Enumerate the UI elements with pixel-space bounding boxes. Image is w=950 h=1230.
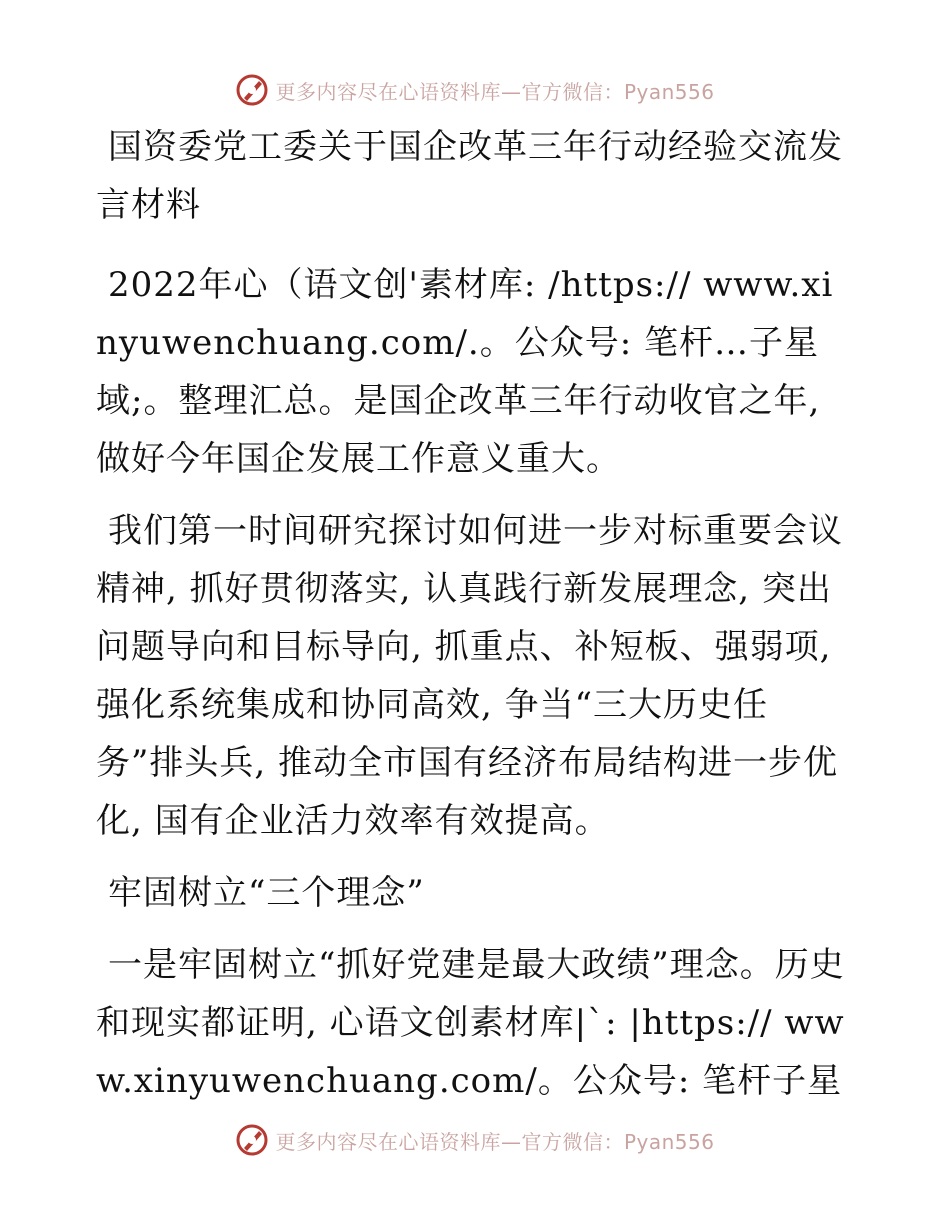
document-body [96,118,856,1124]
paragraph-point-one: 一是牢固树立“抓好党建是最大政绩”理念。历史和现实都证明, 心语文创素材库|`: |https:// www.xinyuwenchuang.com/。公众号: 笔杆子星 [96,945,845,1101]
watermark-text: 更多内容尽在心语资料库—官方微信：Pyan556 [275,79,715,104]
header-watermark-banner [0,70,950,110]
document-title: 国资委党工委关于国企改革三年行动经验交流发言材料 [96,127,843,225]
pen-logo-icon [235,1123,269,1157]
watermark-text: 更多内容尽在心语资料库—官方微信：Pyan556 [275,1129,715,1154]
footer-watermark-banner [0,1120,950,1160]
section-heading: 牢固树立“三个理念” [108,873,425,913]
paragraph-intro: 2022年心（语文创'素材库: /https:// www.xinyuwenchuang.com/.。公众号: 笔杆…子星域;。整理汇总。是国企改革三年行动收官之年, 做好今年国企发展工作意义重大。 [96,265,834,479]
paragraph-measures: 我们第一时间研究探讨如何进一步对标重要会议精神, 抓好贯彻落实, 认真践行新发展理念, 突出问题导向和目标导向, 抓重点、补短板、强弱项, 强化系统集成和协同高效, 争当“三大历史任务”排头兵, 推动全市国有经济布局结构进一步优化, 国有企业活力效率有效提高。 [96,511,843,841]
pen-logo-icon [235,73,269,107]
